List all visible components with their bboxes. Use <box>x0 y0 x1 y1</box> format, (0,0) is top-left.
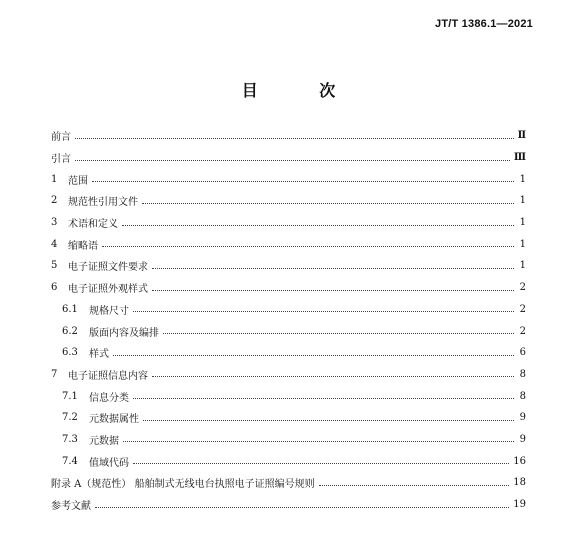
toc-entry[interactable] <box>51 299 526 321</box>
toc-entry-page: 1 <box>519 238 526 250</box>
toc-entry-page: 8 <box>519 390 526 402</box>
toc-entry-page: 8 <box>519 368 526 380</box>
standard-code: JT/T 1386.1—2021 <box>435 18 533 30</box>
toc-entry[interactable] <box>51 320 526 342</box>
toc-entry[interactable] <box>51 450 526 472</box>
toc-entry-label: 值域代码 <box>89 457 129 469</box>
toc-entry[interactable] <box>51 494 526 516</box>
toc-entry-label: 规格尺寸 <box>89 305 129 317</box>
toc-entry-label: 范围 <box>68 175 88 187</box>
toc-entry-number: 1 <box>51 173 58 185</box>
toc-entry-number: 7.3 <box>62 433 78 445</box>
toc-entry[interactable] <box>51 168 526 190</box>
toc-entry-label: 元数据 <box>89 435 119 447</box>
toc-entry-number: 6.1 <box>62 303 78 315</box>
toc-entry-page: 19 <box>513 499 526 511</box>
toc-entry-page: 1 <box>519 195 526 207</box>
toc-entry-label: 信息分类 <box>89 392 129 404</box>
toc-entry-page: 2 <box>519 282 526 294</box>
toc-entry-page: 2 <box>519 325 526 337</box>
toc-entry-page: 9 <box>519 412 526 424</box>
toc-dot-leader <box>143 419 514 421</box>
toc-entry-page: 1 <box>519 217 526 229</box>
toc-entry-label: 附录 A（规范性） 船舶制式无线电台执照电子证照编号规则 <box>51 479 315 491</box>
toc-entry[interactable] <box>51 125 526 147</box>
toc-entry-number: 6.3 <box>62 347 78 359</box>
toc-dot-leader <box>163 332 514 334</box>
toc-dot-leader <box>92 180 514 182</box>
toc-entry-label: 电子证照信息内容 <box>68 370 148 382</box>
toc-entry-number: 7 <box>51 368 58 380</box>
toc-entry-number: 2 <box>51 195 58 207</box>
toc-entry-number: 5 <box>51 260 58 272</box>
toc-dot-leader <box>123 440 514 442</box>
toc-entry[interactable] <box>51 385 526 407</box>
toc-dot-leader <box>75 137 514 139</box>
toc-entry[interactable] <box>51 429 526 451</box>
toc-entry-page: 2 <box>519 303 526 315</box>
toc-entry-number: 7.4 <box>62 455 78 467</box>
toc-entry[interactable] <box>51 233 526 255</box>
toc-entry-number: 6 <box>51 282 58 294</box>
toc-dot-leader <box>95 506 509 508</box>
toc-entry-page: Ⅲ <box>513 152 526 164</box>
toc-dot-leader <box>142 202 514 204</box>
toc-entry-label: 样式 <box>89 349 109 361</box>
toc-entry[interactable] <box>51 342 526 364</box>
toc-entry-label: 规范性引用文件 <box>68 197 138 209</box>
toc-dot-leader <box>152 375 514 377</box>
toc-entry[interactable] <box>51 212 526 234</box>
toc-entry-label: 前言 <box>51 132 71 144</box>
toc-entry-page: Ⅱ <box>517 130 526 142</box>
toc-entry-page: 18 <box>513 477 526 489</box>
toc-dot-leader <box>152 289 514 291</box>
toc-entry-number: 7.1 <box>62 390 78 402</box>
toc-entry[interactable] <box>51 472 526 494</box>
toc-entry[interactable] <box>51 147 526 169</box>
toc-entry-number: 6.2 <box>62 325 78 337</box>
table-of-contents <box>51 125 526 515</box>
toc-dot-leader <box>133 397 514 399</box>
toc-entry-label: 术语和定义 <box>68 219 118 231</box>
toc-entry[interactable] <box>51 407 526 429</box>
toc-dot-leader <box>122 224 514 226</box>
toc-entry-page: 9 <box>519 433 526 445</box>
toc-entry-label: 引言 <box>51 154 71 166</box>
toc-entry[interactable] <box>51 277 526 299</box>
toc-dot-leader <box>75 159 510 161</box>
toc-entry-number: 7.2 <box>62 412 78 424</box>
toc-entry[interactable] <box>51 190 526 212</box>
toc-entry-page: 1 <box>519 260 526 272</box>
toc-entry-page: 1 <box>519 173 526 185</box>
toc-dot-leader <box>133 310 514 312</box>
toc-dot-leader <box>152 267 514 269</box>
toc-dot-leader <box>113 354 514 356</box>
toc-entry-label: 版面内容及编排 <box>89 327 159 339</box>
toc-entry-label: 缩略语 <box>68 240 98 252</box>
toc-entry-page: 16 <box>513 455 526 467</box>
toc-entry-label: 元数据属性 <box>89 414 139 426</box>
toc-dot-leader <box>133 462 509 464</box>
toc-entry-label: 参考文献 <box>51 501 91 513</box>
toc-entry-label: 电子证照文件要求 <box>68 262 148 274</box>
toc-entry-label: 电子证照外观样式 <box>68 284 148 296</box>
toc-entry[interactable] <box>51 255 526 277</box>
toc-entry-number: 4 <box>51 238 58 250</box>
toc-entry[interactable] <box>51 364 526 386</box>
toc-entry-page: 6 <box>519 347 526 359</box>
toc-entry-number: 3 <box>51 217 58 229</box>
toc-dot-leader <box>102 245 514 247</box>
page-title: 目 次 <box>241 81 364 100</box>
toc-dot-leader <box>319 484 510 486</box>
